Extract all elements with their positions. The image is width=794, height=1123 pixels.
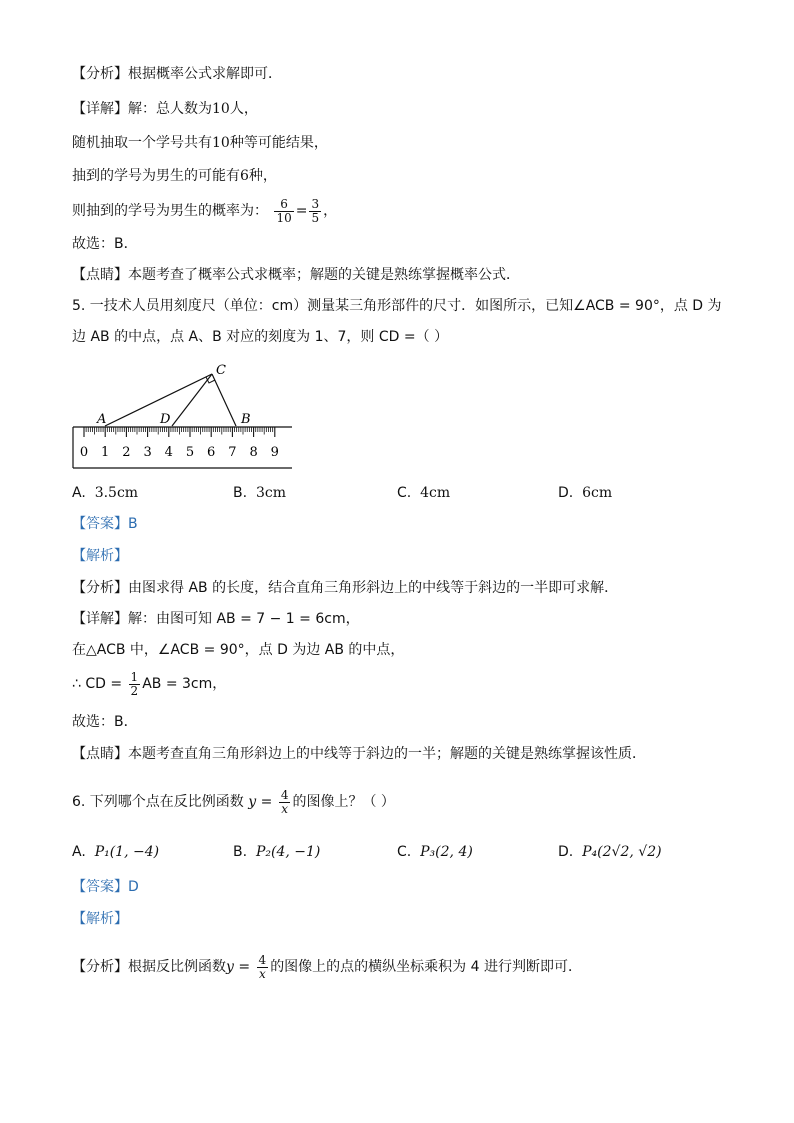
q5-option-c: C. 4cm (397, 485, 451, 501)
q4-step2: 抽到的学号为男生的可能有6种， (72, 168, 277, 184)
q4-comment: 【点睛】本题考查了概率公式求概率；解题的关键是熟练掌握概率公式． (72, 267, 520, 283)
q5-stem-line1: 5. 一技术人员用刻度尺（单位：cm）测量某三角形部件的尺寸．如图所示，已知∠ACB = 90°，点 D 为 (72, 298, 722, 314)
q6-jiexi: 【解析】 (72, 911, 128, 927)
q6-option-a: A. P₁(1, −4) (72, 844, 160, 860)
fraction: $\frac{6}{10}$ (276, 196, 292, 225)
q5-analysis: 【分析】由图求得 AB 的长度，结合直角三角形斜边上的中线等于斜边的一半即可求解． (72, 580, 619, 596)
segment-CB (212, 374, 236, 426)
q6-option-c: C. P₃(2, 4) (397, 844, 473, 860)
fraction: $\frac{4}{x}$ (280, 787, 289, 816)
q6-option-b: B. P₂(4, −1) (233, 844, 321, 860)
fraction: $\frac{1}{2}$ (130, 669, 139, 698)
fraction: $\frac{3}{5}$ (311, 196, 320, 225)
label-D: D (160, 412, 171, 427)
ruler-number: 2 (122, 445, 131, 460)
segment-CD (172, 374, 212, 426)
label-B: B (241, 412, 251, 427)
q5-option-d: D. 6cm (558, 485, 613, 501)
detail-label: 【详解】 (72, 101, 128, 117)
ruler-ticks (84, 427, 275, 437)
ruler-labels (80, 445, 279, 460)
ruler-number: 4 (164, 445, 173, 460)
ruler-number: 0 (79, 445, 89, 460)
q5-option-a: A. 3.5cm (72, 485, 139, 501)
q5-detail: 【详解】解：由图可知 AB = 7 − 1 = 6cm， (72, 611, 360, 627)
q4-step1: 随机抽取一个学号共有10种等可能结果， (72, 135, 328, 151)
q5-option-b: B. 3cm (233, 485, 286, 501)
segment-AC (105, 374, 212, 426)
q4-step3: 则抽到的学号为男生的概率为： $\frac{6}{10}$ = $\frac{3}{5}$ ， (72, 196, 338, 225)
fraction: $\frac{4}{x}$ (258, 952, 267, 981)
q5-step2: ∴ CD = $\frac{1}{2}$ AB = 3cm， (72, 669, 227, 698)
ruler-number: 6 (207, 445, 216, 460)
label-A: A (97, 412, 107, 427)
q5-stem-line2: 边 AB 的中点，点 A、B 对应的刻度为 1、7，则 CD =（ ） (72, 329, 449, 345)
q5-jiexi: 【解析】 (72, 548, 128, 564)
label-C: C (216, 363, 226, 378)
ruler-number: 5 (185, 445, 195, 460)
triangle-ruler-figure (70, 360, 300, 470)
q6-analysis: 【分析】根据反比例函数y = $\frac{4}{x}$ 的图像上的点的横纵坐标乘积为 4 进行判断即可． (72, 952, 582, 981)
ruler-number: 9 (270, 445, 279, 460)
q4-choose: 故选：B． (72, 236, 138, 252)
q5-choose: 故选：B． (72, 714, 138, 730)
q5-comment: 【点睛】本题考查直角三角形斜边上的中线等于斜边的一半；解题的关键是熟练掌握该性质． (72, 746, 646, 762)
q4-detail: 【详解】解：总人数为10人， (72, 101, 258, 117)
ruler-number: 7 (228, 445, 237, 460)
q6-stem: 6. 下列哪个点在反比例函数 y = $\frac{4}{x}$ 的图像上？（ ） (72, 787, 395, 816)
ruler-number: 8 (249, 445, 258, 460)
q4-analysis: 【分析】根据概率公式求解即可． (72, 66, 282, 82)
q6-answer: 【答案】D (72, 879, 139, 895)
q6-option-d: D. P₄(2√2, √2) (558, 844, 662, 860)
q5-answer: 【答案】B (72, 516, 138, 532)
ruler-number: 1 (101, 445, 110, 460)
q5-step1: 在△ACB 中，∠ACB = 90°，点 D 为边 AB 的中点， (72, 642, 405, 658)
ruler-number: 3 (143, 445, 152, 460)
